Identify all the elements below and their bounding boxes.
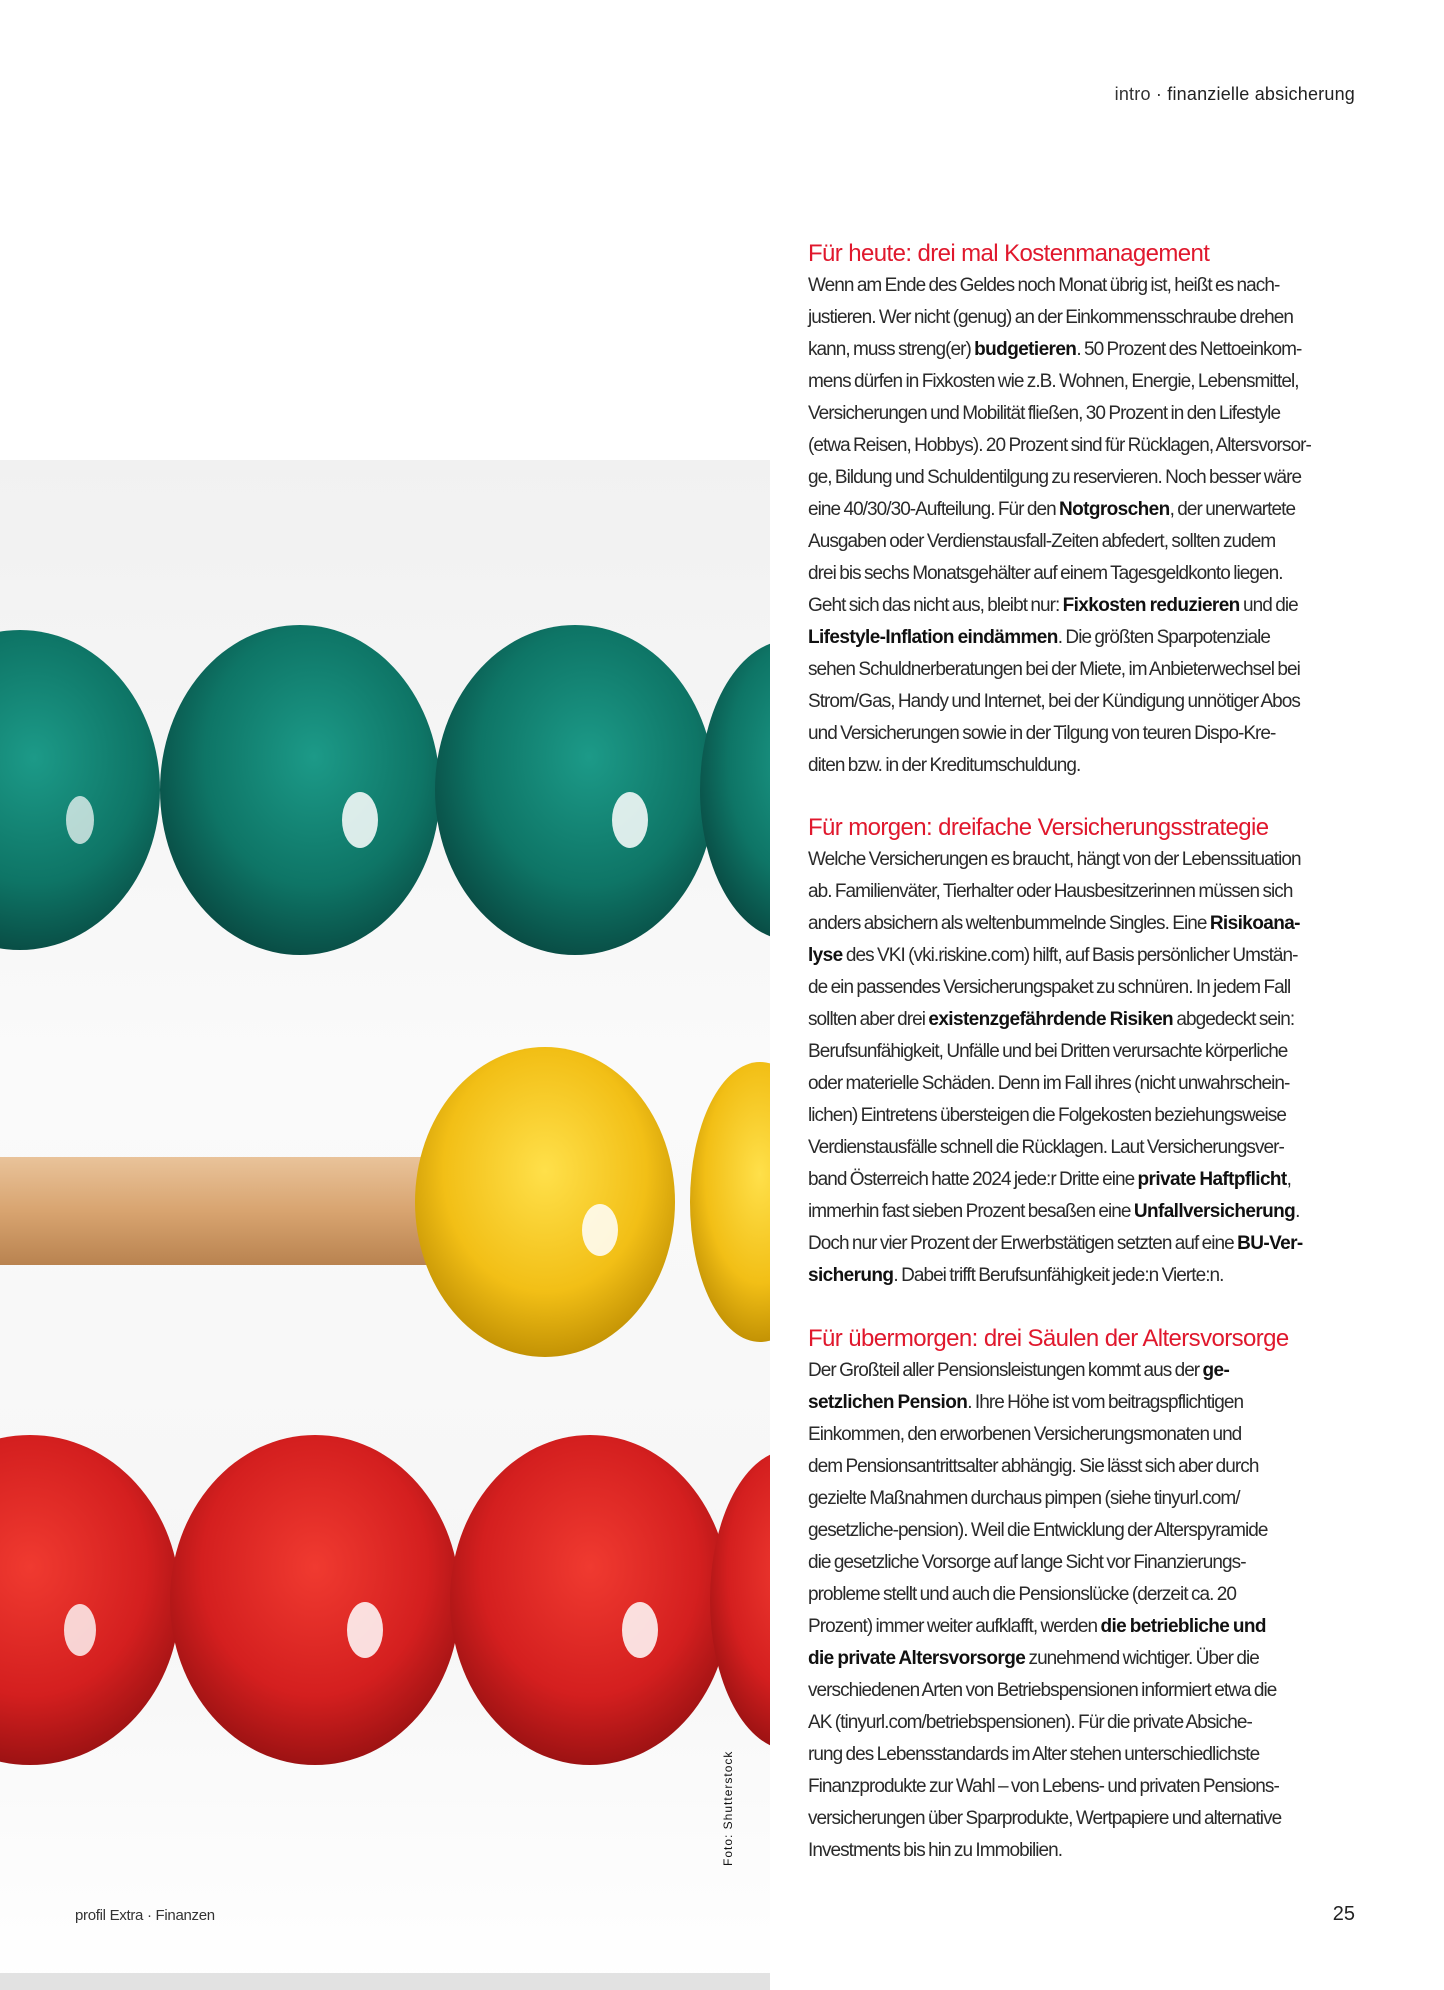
text-line bbox=[808, 398, 1368, 430]
text-line bbox=[808, 844, 1368, 876]
body-text: Versicherungen und Mobilität fließen, 30 Prozent in den Lifestyle bbox=[808, 403, 1281, 424]
section-body bbox=[808, 844, 1368, 1292]
section-heading: Für übermorgen: drei Säulen der Altersvorsorge bbox=[808, 1325, 1289, 1352]
body-text: ge, Bildung und Schuldentilgung zu reservieren. Noch besser wäre bbox=[808, 467, 1302, 488]
body-text: Finanzprodukte zur Wahl – von Lebens- und privaten Pensions- bbox=[808, 1776, 1279, 1797]
text-line bbox=[808, 1579, 1368, 1611]
section-body bbox=[808, 1355, 1368, 1867]
red-bead-row bbox=[0, 1435, 770, 1765]
text-line bbox=[808, 1835, 1368, 1867]
emphasized-text: private Haftpflicht bbox=[1137, 1169, 1287, 1190]
body-text: AK (tinyurl.com/betriebspensionen). Für die private Absiche- bbox=[808, 1712, 1252, 1733]
emphasized-text: Notgroschen bbox=[1059, 499, 1170, 520]
text-line bbox=[808, 366, 1368, 398]
body-text: Einkommen, den erworbenen Versicherungsmonaten und bbox=[808, 1424, 1242, 1445]
section-altersvorsorge bbox=[808, 1323, 1368, 1867]
running-header bbox=[1115, 84, 1355, 105]
emphasized-text: die betriebliche und bbox=[1100, 1616, 1266, 1637]
section-heading: Für morgen: dreifache Versicherungsstrategie bbox=[808, 814, 1269, 841]
text-line bbox=[808, 1515, 1368, 1547]
emphasized-text: sicherung bbox=[808, 1265, 894, 1286]
body-text: diten bzw. in der Kreditumschuldung. bbox=[808, 755, 1081, 776]
emphasized-text: ge- bbox=[1202, 1360, 1230, 1381]
body-text: zunehmend wichtiger. Über die bbox=[1025, 1648, 1259, 1669]
section-body bbox=[808, 270, 1368, 782]
body-text: oder materielle Schäden. Denn im Fall ihres (nicht unwahrschein- bbox=[808, 1073, 1290, 1094]
body-text: und die bbox=[1239, 595, 1298, 616]
body-text: Investments bis hin zu Immobilien. bbox=[808, 1840, 1063, 1861]
text-line bbox=[808, 1451, 1368, 1483]
text-line bbox=[808, 1483, 1368, 1515]
emphasized-text: lyse bbox=[808, 945, 843, 966]
running-header-separator: · bbox=[1155, 84, 1163, 104]
text-line bbox=[808, 334, 1368, 366]
text-line bbox=[808, 1228, 1368, 1260]
body-text: Geht sich das nicht aus, bleibt nur: bbox=[808, 595, 1063, 616]
body-text: . bbox=[1295, 1201, 1300, 1222]
body-text: . 50 Prozent des Nettoeinkom- bbox=[1076, 339, 1302, 360]
text-line bbox=[808, 1547, 1368, 1579]
body-text: versicherungen über Sparprodukte, Wertpapiere und alternative bbox=[808, 1808, 1282, 1829]
text-line bbox=[808, 654, 1368, 686]
emphasized-text: die private Altersvorsorge bbox=[808, 1648, 1026, 1669]
text-line bbox=[808, 462, 1368, 494]
section-heading: Für heute: drei mal Kostenmanagement bbox=[808, 240, 1210, 267]
text-line bbox=[808, 1196, 1368, 1228]
text-line bbox=[808, 302, 1368, 334]
body-text: und Versicherungen sowie in der Tilgung von teuren Dispo-Kre- bbox=[808, 723, 1276, 744]
emphasized-text: Risikoana- bbox=[1209, 913, 1300, 934]
yellow-bead-row bbox=[0, 1047, 770, 1357]
text-line bbox=[808, 1036, 1368, 1068]
body-text: rung des Lebensstandards im Alter stehen unterschiedlichste bbox=[808, 1744, 1260, 1765]
text-line bbox=[808, 1260, 1368, 1292]
body-text: de ein passendes Versicherungspaket zu schnüren. In jedem Fall bbox=[808, 977, 1291, 998]
photo-credit: Foto: Shutterstock bbox=[721, 1750, 735, 1866]
body-text: Prozent) immer weiter aufklafft, werden bbox=[808, 1616, 1101, 1637]
section-versicherungsstrategie bbox=[808, 812, 1368, 1292]
text-line bbox=[808, 1132, 1368, 1164]
body-text: sollten aber drei bbox=[808, 1009, 929, 1030]
body-text: kann, muss streng(er) bbox=[808, 339, 975, 360]
body-text: Doch nur vier Prozent der Erwerbstätigen setzten auf eine bbox=[808, 1233, 1238, 1254]
text-line bbox=[808, 430, 1368, 462]
text-line bbox=[808, 1803, 1368, 1835]
abacus-photo bbox=[0, 460, 770, 1990]
body-text: , bbox=[1286, 1169, 1291, 1190]
emphasized-text: Fixkosten reduzieren bbox=[1062, 595, 1240, 616]
text-line bbox=[808, 1419, 1368, 1451]
text-line bbox=[808, 686, 1368, 718]
text-line bbox=[808, 270, 1368, 302]
body-text: Verdienstausfälle schnell die Rücklagen. Laut Versicherungsver- bbox=[808, 1137, 1284, 1158]
body-text: Wenn am Ende des Geldes noch Monat übrig ist, heißt es nach- bbox=[808, 275, 1280, 296]
body-text: gesetzliche-pension). Weil die Entwicklung der Alterspyramide bbox=[808, 1520, 1268, 1541]
body-text: band Österreich hatte 2024 jede:r Dritte eine bbox=[808, 1169, 1138, 1190]
text-line bbox=[808, 1739, 1368, 1771]
text-line bbox=[808, 1611, 1368, 1643]
text-line bbox=[808, 908, 1368, 940]
body-text: probleme stellt und auch die Pensionslücke (derzeit ca. 20 bbox=[808, 1584, 1237, 1605]
body-text: mens dürfen in Fixkosten wie z.B. Wohnen, Energie, Lebensmittel, bbox=[808, 371, 1299, 392]
page-edge-strip bbox=[0, 1973, 770, 1990]
text-line bbox=[808, 558, 1368, 590]
text-line bbox=[808, 876, 1368, 908]
body-text: ab. Familienväter, Tierhalter oder Hausbesitzerinnen müssen sich bbox=[808, 881, 1293, 902]
text-line bbox=[808, 1771, 1368, 1803]
teal-bead-row bbox=[0, 625, 770, 955]
emphasized-text: Lifestyle-Inflation eindämmen bbox=[808, 627, 1058, 648]
body-text: eine 40/30/30-Aufteilung. Für den bbox=[808, 499, 1060, 520]
body-text: lichen) Eintretens übersteigen die Folgekosten beziehungsweise bbox=[808, 1105, 1286, 1126]
body-text: gezielte Maßnahmen durchaus pimpen (siehe tinyurl.com/ bbox=[808, 1488, 1240, 1509]
text-line bbox=[808, 1100, 1368, 1132]
body-text: . Dabei trifft Berufsunfähigkeit jede:n Vierte:n. bbox=[893, 1265, 1224, 1286]
body-text: abgedeckt sein: bbox=[1173, 1009, 1295, 1030]
body-text: . Die größten Sparpotenziale bbox=[1057, 627, 1271, 648]
emphasized-text: budgetieren bbox=[974, 339, 1077, 360]
body-text: Strom/Gas, Handy und Internet, bei der Kündigung unnötiger Abos bbox=[808, 691, 1300, 712]
body-text: (etwa Reisen, Hobbys). 20 Prozent sind für Rücklagen, Altersvorsor- bbox=[808, 435, 1311, 456]
body-text: die gesetzliche Vorsorge auf lange Sicht vor Finanzierungs- bbox=[808, 1552, 1246, 1573]
abacus-beads-illustration bbox=[0, 460, 770, 1990]
text-line bbox=[808, 622, 1368, 654]
text-line bbox=[808, 718, 1368, 750]
body-text: justieren. Wer nicht (genug) an der Einkommensschraube drehen bbox=[808, 307, 1293, 328]
emphasized-text: existenzgefährdende Risiken bbox=[928, 1009, 1174, 1030]
body-text: Der Großteil aller Pensionsleistungen kommt aus der bbox=[808, 1360, 1203, 1381]
body-text: , der unerwartete bbox=[1169, 499, 1296, 520]
text-line bbox=[808, 1387, 1368, 1419]
text-line bbox=[808, 1643, 1368, 1675]
text-line bbox=[808, 1164, 1368, 1196]
text-line bbox=[808, 1355, 1368, 1387]
running-header-section: intro bbox=[1114, 84, 1151, 104]
text-line bbox=[808, 1675, 1368, 1707]
body-text: verschiedenen Arten von Betriebspensionen informiert etwa die bbox=[808, 1680, 1277, 1701]
text-line bbox=[808, 526, 1368, 558]
text-line bbox=[808, 1068, 1368, 1100]
text-line bbox=[808, 750, 1368, 782]
body-text: drei bis sechs Monatsgehälter auf einem Tagesgeldkonto liegen. bbox=[808, 563, 1283, 584]
text-line bbox=[808, 1004, 1368, 1036]
text-line bbox=[808, 1707, 1368, 1739]
emphasized-text: setzlichen Pension bbox=[808, 1392, 968, 1413]
body-text: . Ihre Höhe ist vom beitragspflichtigen bbox=[967, 1392, 1244, 1413]
text-line bbox=[808, 972, 1368, 1004]
page-number: 25 bbox=[1332, 1903, 1355, 1925]
emphasized-text: Unfallversicherung bbox=[1133, 1201, 1296, 1222]
body-text: Ausgaben oder Verdienstausfall-Zeiten abfedert, sollten zudem bbox=[808, 531, 1276, 552]
body-text: des VKI (vki.riskine.com) hilft, auf Basis persönlicher Umstän- bbox=[842, 945, 1298, 966]
body-text: Welche Versicherungen es braucht, hängt von der Lebenssituation bbox=[808, 849, 1301, 870]
text-line bbox=[808, 590, 1368, 622]
body-text: anders absichern als weltenbummelnde Singles. Eine bbox=[808, 913, 1210, 934]
emphasized-text: BU-Ver- bbox=[1237, 1233, 1303, 1254]
body-text: Berufsunfähigkeit, Unfälle und bei Dritten verursachte körperliche bbox=[808, 1041, 1288, 1062]
footer-publication: profil Extra · Finanzen bbox=[75, 1907, 215, 1924]
running-header-topic: finanzielle absicherung bbox=[1167, 84, 1355, 104]
body-text: sehen Schuldnerberatungen bei der Miete, im Anbieterwechsel bei bbox=[808, 659, 1300, 680]
text-line bbox=[808, 940, 1368, 972]
section-kostenmanagement bbox=[808, 238, 1368, 782]
body-text: immerhin fast sieben Prozent besaßen eine bbox=[808, 1201, 1134, 1222]
text-line bbox=[808, 494, 1368, 526]
body-text: dem Pensionsantrittsalter abhängig. Sie lässt sich aber durch bbox=[808, 1456, 1259, 1477]
